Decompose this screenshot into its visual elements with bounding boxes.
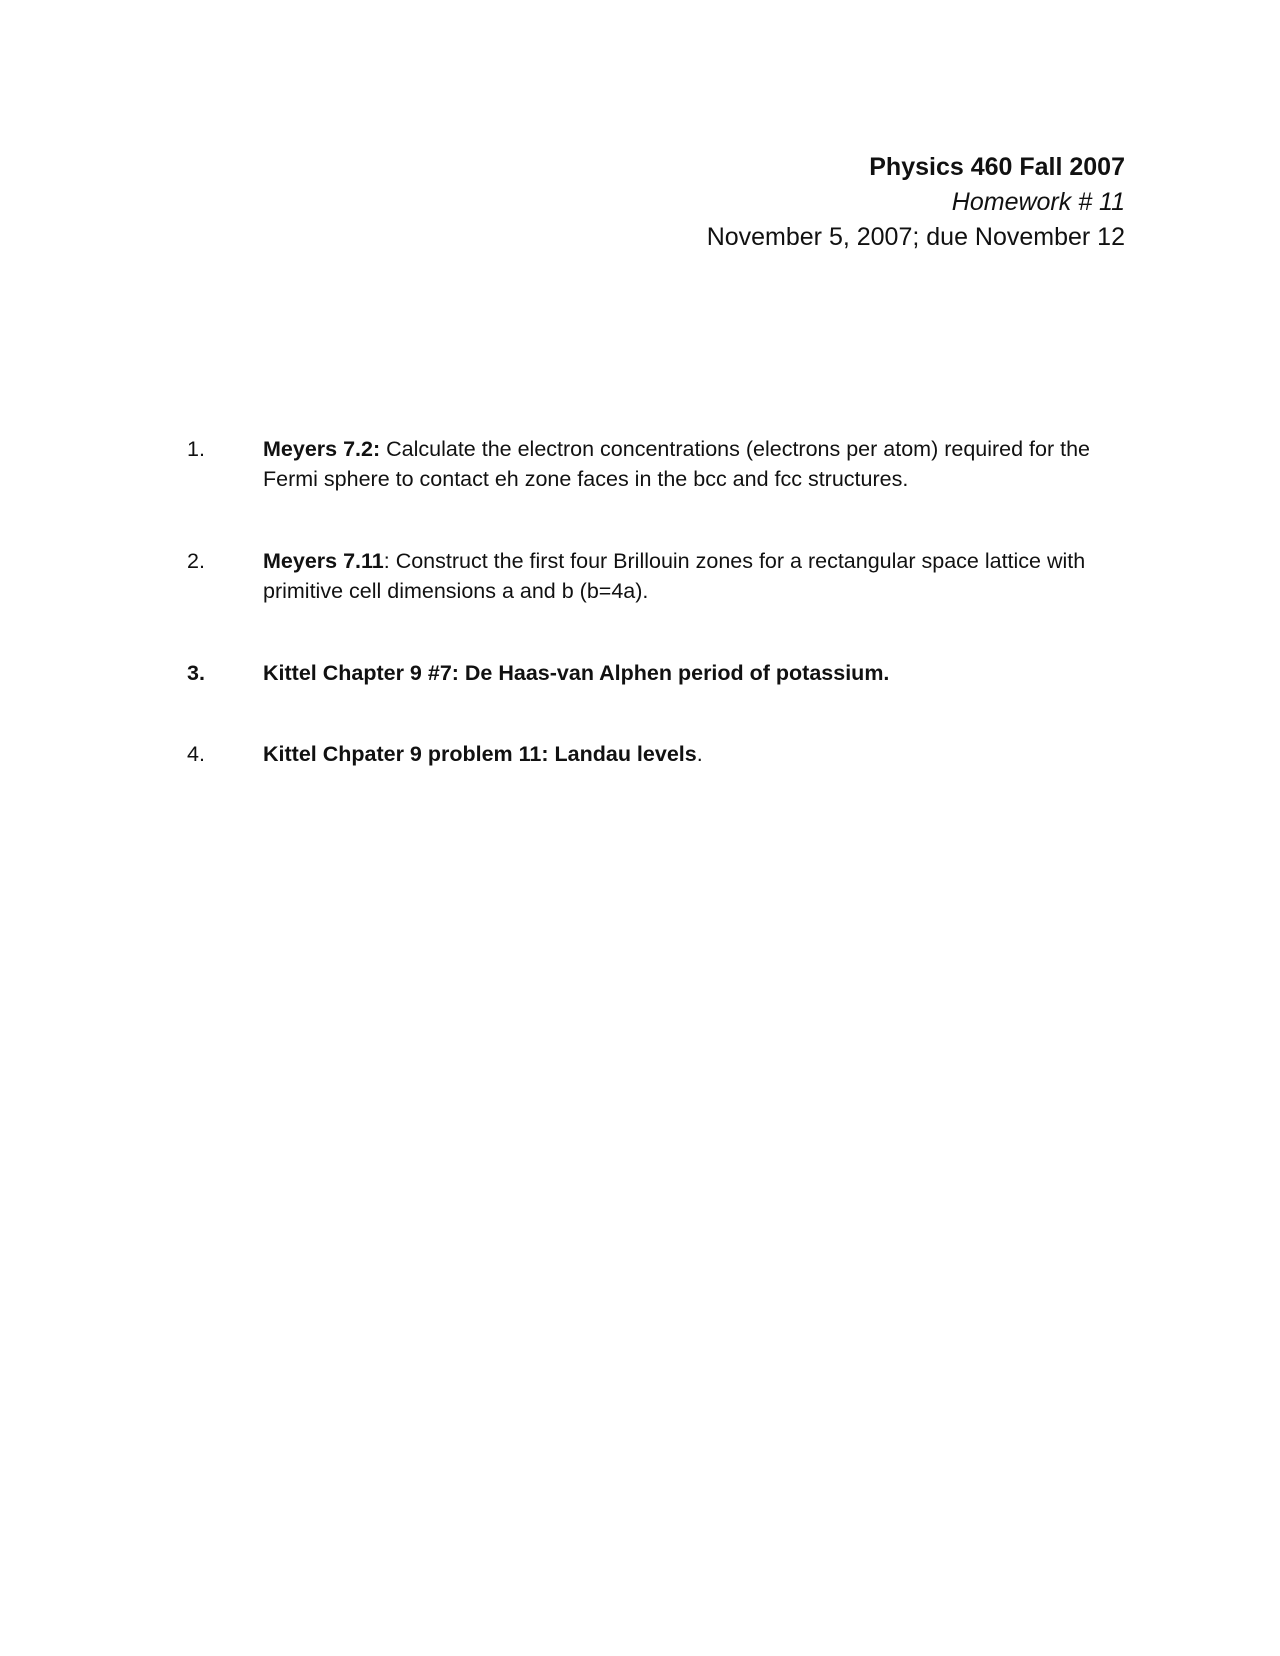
problem-number: 2. [187,549,205,573]
problem-reference: Kittel Chpater 9 problem 11: Landau levels [263,742,697,766]
problem-text: . [696,742,703,766]
problem-item [187,434,1127,494]
course-title: Physics 460 Fall 2007 [869,153,1125,181]
problem-body [263,546,1127,606]
problem-number: 3. [187,661,205,685]
problem-text: : Construct the first four Brillouin zones for a rectangular space lattice with primitive cell dimensions a and b (b=4a). [263,549,1086,603]
problem-body [263,739,1127,769]
problem-reference: Kittel Chapter 9 #7: De Haas-van Alphen period of potassium. [263,661,890,685]
document-header [707,150,1125,255]
problem-number: 1. [187,437,205,461]
problem-text: Calculate the electron concentrations (electrons per atom) required for the Fermi sphere to contact eh zone faces in the bcc and fcc structures. [263,437,1091,491]
problem-reference: Meyers 7.2: [263,437,381,461]
problem-number: 4. [187,742,205,766]
problem-item [187,546,1127,606]
problem-item [187,658,1127,688]
homework-number: Homework # 11 [951,188,1125,216]
problem-item [187,739,1127,769]
problem-body [263,658,1127,688]
assignment-dates: November 5, 2007; due November 12 [706,223,1125,251]
problem-body [263,434,1127,494]
problem-reference: Meyers 7.11 [263,549,384,573]
